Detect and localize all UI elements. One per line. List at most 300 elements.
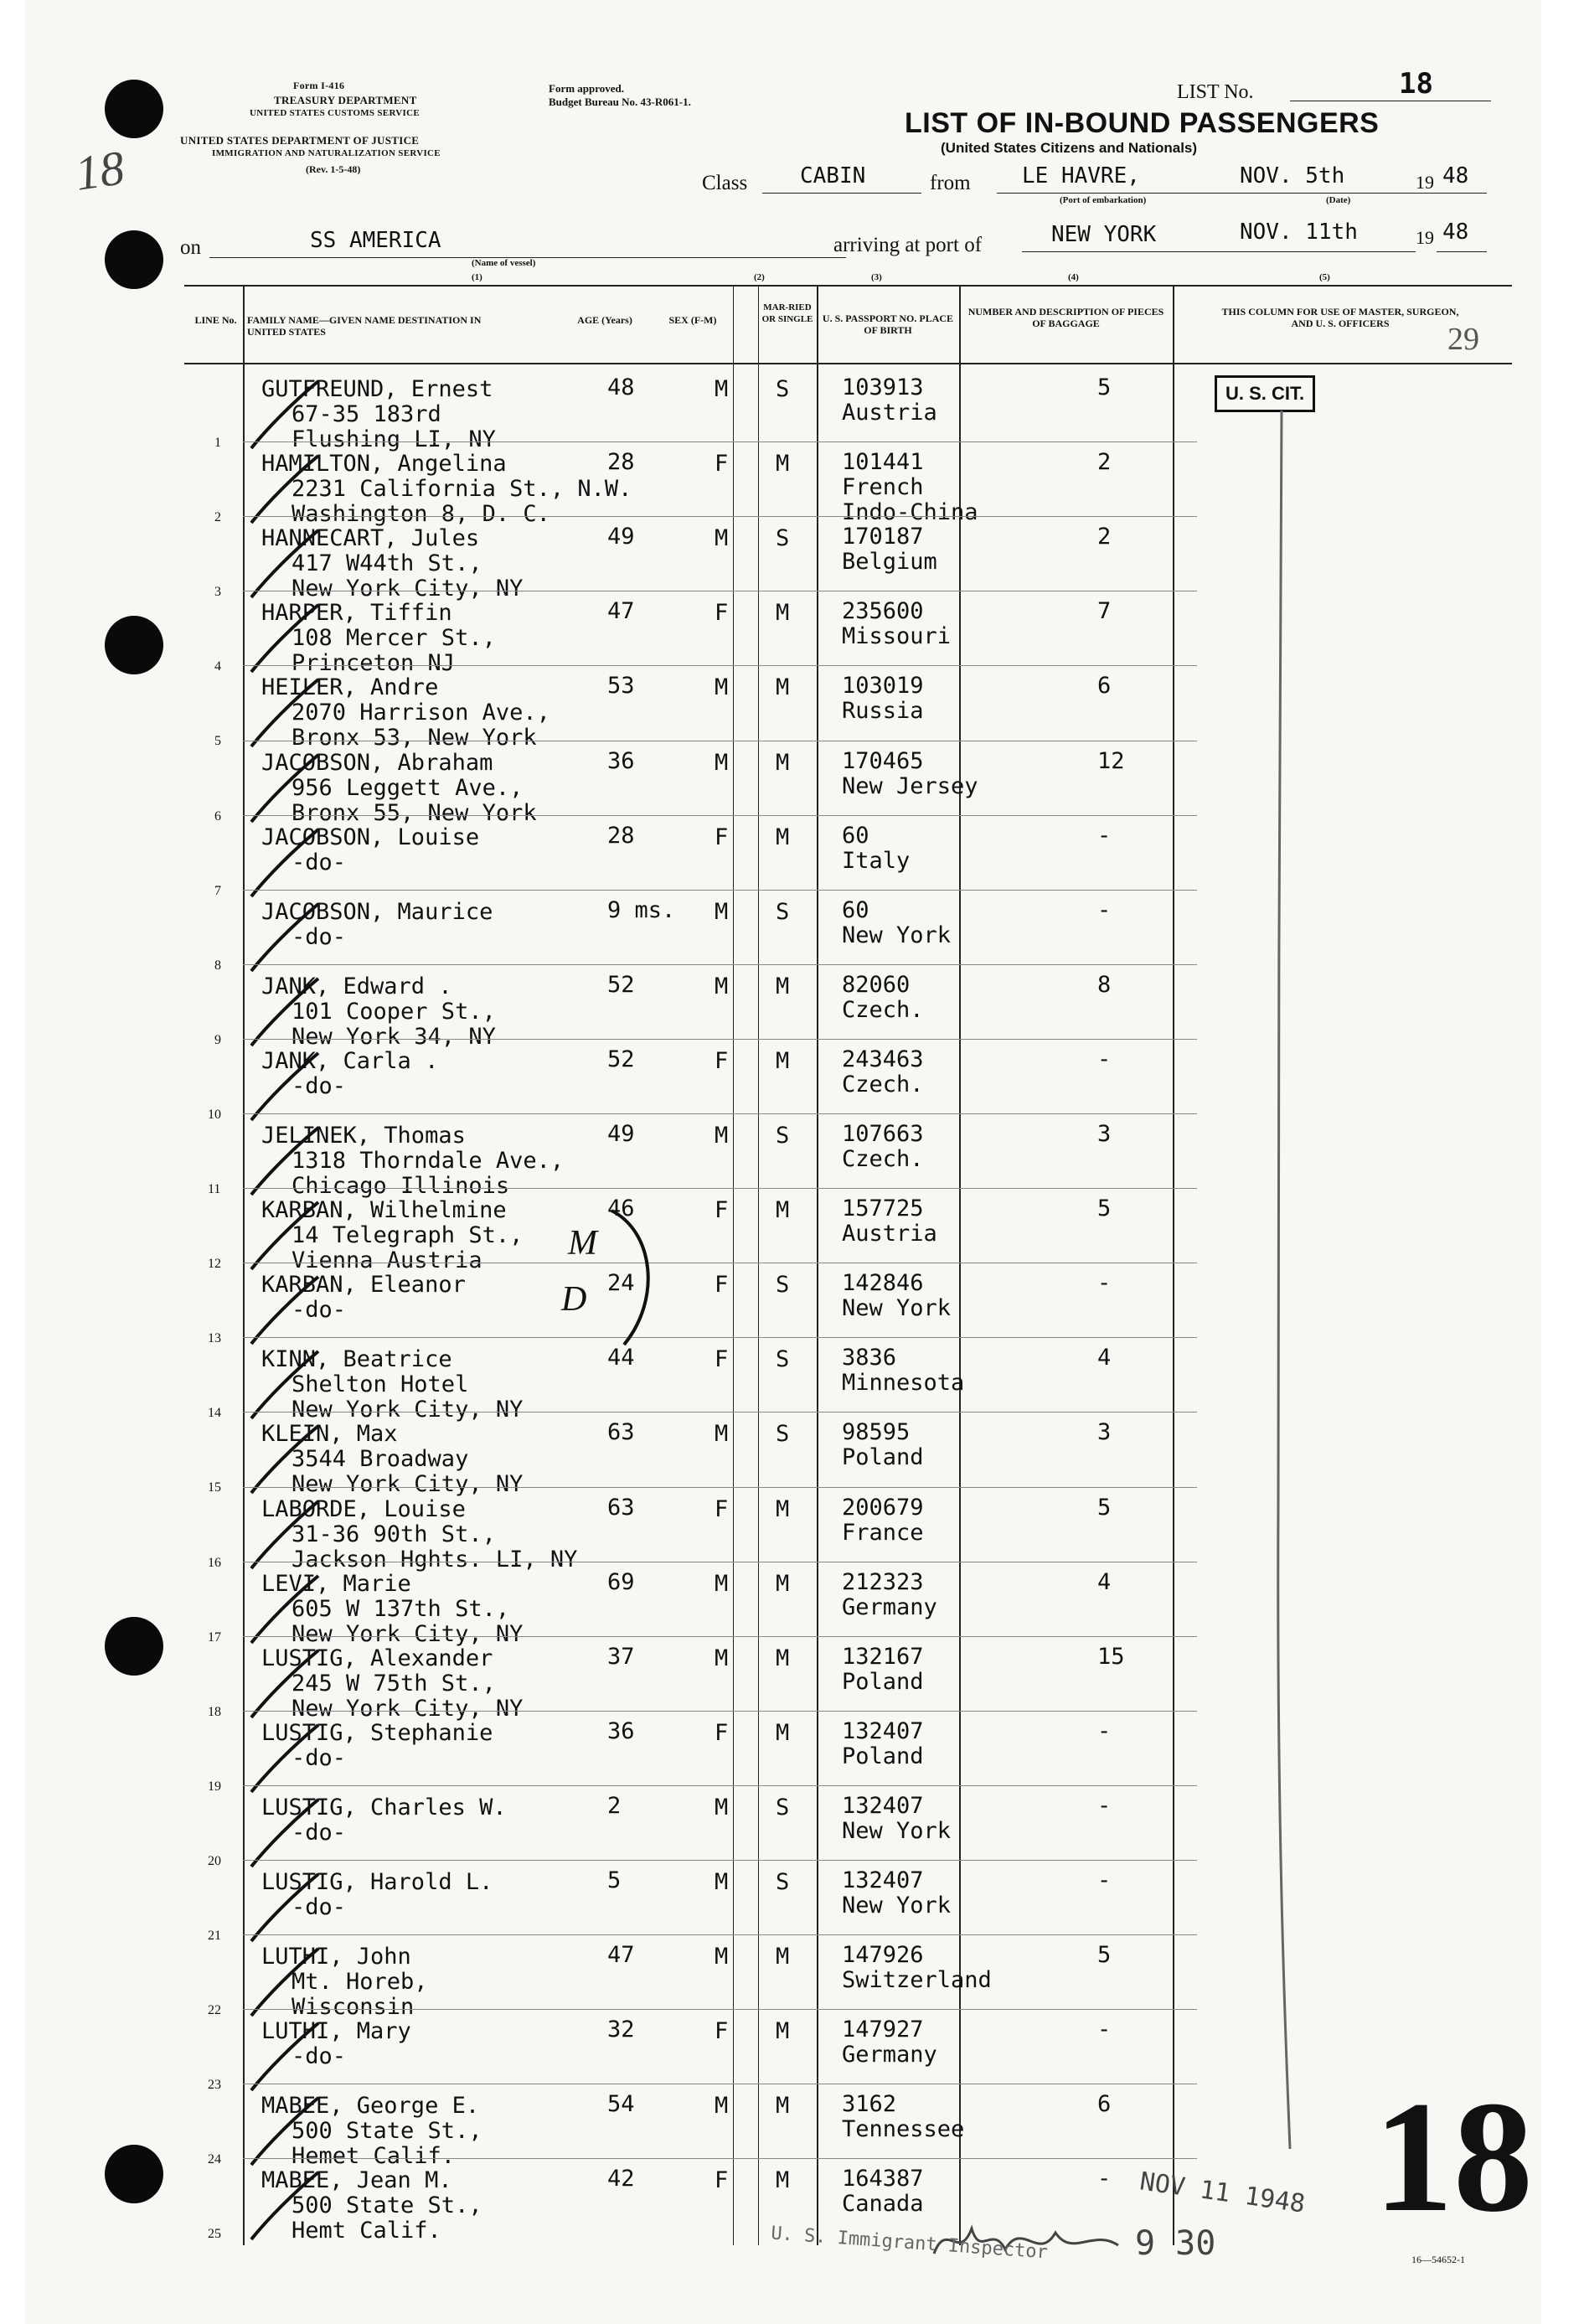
marital-status: M: [776, 1495, 790, 1522]
passport-number: 132167: [842, 1643, 924, 1670]
baggage-count: 2: [1097, 524, 1112, 550]
address-line-2: New York City, NY: [292, 1397, 524, 1423]
passenger-name: LUTHI, Mary: [261, 2018, 411, 2045]
address-line-1: 2231 California St., N.W.: [292, 476, 632, 503]
class-value: CABIN: [800, 163, 866, 189]
sex: F: [715, 600, 729, 627]
line-number: 12: [208, 1257, 221, 1272]
line-number: 14: [208, 1406, 221, 1421]
address-line-2: Chicago Illinois: [292, 1173, 510, 1199]
passport-number: 132407: [842, 1867, 924, 1893]
arrival-date: NOV. 11th: [1240, 219, 1358, 245]
address-line-1: -do-: [292, 1819, 347, 1846]
punch-hole: [105, 230, 163, 289]
passport-number: 103913: [842, 374, 924, 400]
check-stroke: [251, 1725, 318, 1792]
check-stroke: [251, 1874, 318, 1941]
col-header-officers: THIS COLUMN FOR USE OF MASTER, SURGEON, AND U. S. OFFICERS: [1221, 306, 1459, 329]
row-separator: [243, 1039, 1197, 1040]
passport-number: 235600: [842, 598, 924, 625]
treasury-department: TREASURY DEPARTMENT: [274, 94, 417, 106]
row-separator: [243, 665, 1197, 666]
margin-bracket: [603, 1206, 670, 1349]
address-line-1: -do-: [292, 1744, 347, 1771]
row-separator: [243, 1113, 1197, 1114]
check-stroke: [251, 2172, 318, 2239]
baggage-count: 4: [1097, 1568, 1112, 1595]
baggage-count: 4: [1097, 1345, 1112, 1371]
col-header-sex: SEX (F-M): [668, 314, 717, 326]
col-header-passport: U. S. PASSPORT NO. PLACE OF BIRTH: [822, 312, 954, 336]
passenger-name: KLEIN, Max: [261, 1421, 398, 1448]
line-number: 3: [214, 585, 221, 600]
address-line-1: -do-: [292, 1072, 347, 1099]
check-stroke: [251, 530, 318, 597]
baggage-count: 2: [1097, 449, 1112, 476]
marital-status: M: [776, 2093, 790, 2120]
row-separator: [243, 516, 1197, 517]
line-number: 18: [208, 1704, 221, 1719]
check-mark: [235, 2156, 419, 2248]
line-number: 10: [208, 1107, 221, 1122]
row-separator: [243, 1636, 1197, 1637]
arrival-year: 48: [1442, 219, 1469, 245]
handwritten-time: 9 30: [1135, 2224, 1216, 2263]
place-of-birth: Austria: [842, 400, 937, 426]
address-line-2: Hemt Calif.: [292, 2218, 441, 2244]
place-of-birth: New York: [842, 922, 952, 948]
place-of-birth: New Jersey: [842, 772, 978, 799]
check-stroke: [251, 1949, 318, 2016]
age: 28: [607, 449, 635, 476]
line-number: 21: [208, 1929, 221, 1943]
address-line-1: 2070 Harrison Ave.,: [292, 700, 550, 726]
line-number: 6: [214, 808, 221, 824]
check-stroke: [251, 381, 318, 448]
check-stroke: [251, 1800, 318, 1867]
passport-number: 157725: [842, 1196, 924, 1222]
passenger-name: JACOBSON, Louise: [261, 824, 480, 850]
row-separator: [243, 1860, 1197, 1861]
sex: M: [715, 1570, 729, 1597]
passenger-name: HEILER, Andre: [261, 674, 439, 701]
check-stroke: [251, 829, 318, 896]
row-separator: [243, 1785, 1197, 1786]
marital-status: M: [776, 2167, 790, 2194]
sex: F: [715, 1047, 729, 1074]
vessel-caption: (Name of vessel): [472, 258, 536, 268]
place-of-birth: Poland: [842, 1444, 924, 1471]
passenger-name: MABEE, George E.: [261, 2093, 480, 2120]
place-of-birth: Austria: [842, 1221, 937, 1247]
baggage-count: -: [1097, 1792, 1112, 1819]
date-caption: (Date): [1326, 195, 1351, 205]
list-no-value: 18: [1399, 67, 1433, 101]
passport-number: 142846: [842, 1270, 924, 1297]
row-separator: [243, 1934, 1197, 1935]
ins-service: IMMIGRATION AND NATURALIZATION SERVICE: [212, 148, 441, 158]
line-number: 24: [208, 2152, 221, 2167]
check-stroke: [251, 904, 318, 971]
passport-number: 164387: [842, 2166, 924, 2192]
place-of-birth: Minnesota: [842, 1370, 965, 1397]
on-label: on: [180, 236, 201, 259]
passenger-name: MABEE, Jean M.: [261, 2167, 452, 2194]
passenger-name: JACOBSON, Abraham: [261, 749, 493, 776]
punch-hole: [105, 1617, 163, 1676]
baggage-count: -: [1097, 1867, 1112, 1893]
port-embark-caption: (Port of embarkation): [1060, 195, 1147, 205]
page-title: LIST OF IN-BOUND PASSENGERS: [905, 107, 1380, 139]
age: 36: [607, 747, 635, 774]
sex: F: [715, 2018, 729, 2045]
form-approved: Form approved.: [549, 82, 625, 95]
col-header-married: MAR-RIED OR SINGLE: [761, 302, 813, 324]
sex: M: [715, 749, 729, 776]
marital-status: S: [776, 376, 790, 402]
row-separator: [243, 890, 1197, 891]
age: 47: [607, 598, 635, 625]
port-of-arrival: NEW YORK: [1051, 222, 1157, 247]
address-line-1: 1318 Thorndale Ave.,: [292, 1148, 565, 1174]
age: 32: [607, 2017, 635, 2043]
age: 9 ms.: [607, 896, 676, 923]
line-number: 13: [208, 1331, 221, 1346]
marital-status: S: [776, 898, 790, 925]
row-separator: [243, 815, 1197, 816]
sex: M: [715, 376, 729, 402]
us-citizen-stamp: U. S. CIT.: [1215, 375, 1315, 412]
place-of-birth: Czech.: [842, 1146, 924, 1172]
address-line-1: 245 W 75th St.,: [292, 1670, 496, 1697]
baggage-count: -: [1097, 1717, 1112, 1744]
line-number: 8: [214, 958, 221, 973]
sex: M: [715, 1421, 729, 1448]
sex: M: [715, 674, 729, 701]
passport-number: 60: [842, 896, 869, 923]
address-line-2: New York City, NY: [292, 576, 524, 602]
passport-number: 82060: [842, 971, 911, 998]
sex: M: [715, 973, 729, 999]
address-line-1: 67-35 183rd: [292, 401, 441, 427]
passenger-name: JELINEK, Thomas: [261, 1123, 466, 1149]
punch-hole: [105, 80, 163, 138]
age: 49: [607, 524, 635, 550]
passport-number: 147926: [842, 1942, 924, 1969]
address-line-2: Washington 8, D. C.: [292, 501, 550, 528]
passenger-name: LUSTIG, Charles W.: [261, 1794, 507, 1820]
address-line-2: New York City, NY: [292, 1695, 524, 1722]
passenger-name: LUSTIG, Stephanie: [261, 1719, 493, 1746]
place-of-birth: French: [842, 474, 924, 501]
address-line-1: -do-: [292, 849, 347, 875]
print-code: 16—54652-1: [1411, 2254, 1465, 2265]
line-number: 17: [208, 1629, 221, 1645]
passenger-name: JACOBSON, Maurice: [261, 898, 493, 925]
marital-status: M: [776, 600, 790, 627]
row-separator: [243, 1337, 1197, 1338]
place-of-birth: Czech.: [842, 1071, 924, 1097]
age: 5: [607, 1867, 622, 1893]
baggage-count: 5: [1097, 1942, 1112, 1969]
customs-service: UNITED STATES CUSTOMS SERVICE: [250, 108, 421, 118]
address-line-1: 500 State St.,: [292, 2192, 482, 2219]
address-line-2: Wisconsin: [292, 1994, 415, 2021]
arriving-label: arriving at port of: [833, 234, 983, 256]
marital-status: S: [776, 1869, 790, 1895]
col-number-1: (1): [472, 272, 482, 282]
line-number: 19: [208, 1779, 221, 1794]
sex: F: [715, 1272, 729, 1299]
check-stroke: [251, 1128, 318, 1195]
age: 63: [607, 1494, 635, 1521]
passport-number: 170465: [842, 747, 924, 774]
baggage-count: -: [1097, 896, 1112, 923]
marital-status: S: [776, 1346, 790, 1373]
sex: M: [715, 898, 729, 925]
passenger-name: LUTHI, John: [261, 1944, 411, 1970]
sex: F: [715, 1346, 729, 1373]
passport-number: 243463: [842, 1046, 924, 1072]
line-number: 11: [208, 1182, 221, 1196]
marital-status: M: [776, 451, 790, 478]
passenger-name: JANK, Edward .: [261, 973, 452, 999]
sex: F: [715, 1495, 729, 1522]
passenger-name: KARBAN, Wilhelmine: [261, 1197, 507, 1224]
row-separator: [243, 964, 1197, 965]
baggage-count: 3: [1097, 1121, 1112, 1147]
year-prefix: 19: [1416, 172, 1434, 193]
sex: M: [715, 1869, 729, 1895]
sex: F: [715, 824, 729, 850]
address-line-1: -do-: [292, 2043, 347, 2070]
marital-status: M: [776, 1645, 790, 1671]
passport-number: 98595: [842, 1419, 911, 1446]
margin-note-m: M: [568, 1224, 597, 1263]
address-line-1: 3544 Broadway: [292, 1446, 469, 1473]
line-number: 16: [208, 1555, 221, 1570]
baggage-count: 15: [1097, 1643, 1125, 1670]
age: 42: [607, 2166, 635, 2192]
baggage-count: 6: [1097, 2091, 1112, 2118]
passport-number: 3836: [842, 1345, 897, 1371]
marital-status: M: [776, 973, 790, 999]
baggage-count: -: [1097, 1270, 1112, 1297]
marital-status: S: [776, 525, 790, 552]
col-header-line-no: LINE No.: [194, 314, 237, 326]
line-number: 1: [214, 436, 221, 450]
line-number: 25: [208, 2227, 221, 2242]
marital-status: M: [776, 2018, 790, 2045]
baggage-count: 5: [1097, 374, 1112, 400]
passport-number: 103019: [842, 673, 924, 700]
address-line-1: Shelton Hotel: [292, 1371, 469, 1398]
check-stroke: [251, 1277, 318, 1344]
check-stroke: [251, 456, 318, 523]
place-of-birth: Germany: [842, 1593, 937, 1620]
place-of-birth: Belgium: [842, 549, 937, 576]
address-line-1: 31-36 90th St.,: [292, 1521, 496, 1547]
line-number: 4: [214, 659, 221, 674]
age: 2: [607, 1792, 622, 1819]
embark-year: 48: [1442, 163, 1469, 189]
place-of-birth-line-2: Indo-China: [842, 499, 978, 526]
class-label: Class: [702, 172, 748, 194]
baggage-count: 3: [1097, 1419, 1112, 1446]
age: 48: [607, 374, 635, 400]
place-of-birth: Italy: [842, 847, 911, 874]
sex: M: [715, 2093, 729, 2120]
address-line-1: 108 Mercer St.,: [292, 625, 496, 652]
col-number-4: (4): [1068, 272, 1079, 282]
check-stroke: [251, 2098, 318, 2165]
address-line-2: Bronx 53, New York: [292, 725, 537, 751]
justice-department: UNITED STATES DEPARTMENT OF JUSTICE: [180, 134, 420, 147]
age: 52: [607, 1046, 635, 1072]
passport-number: 101441: [842, 449, 924, 476]
inspector-caption: U. S. Immigrant Inspector: [770, 2223, 1049, 2264]
row-separator: [243, 2158, 1197, 2159]
address-line-1: -do-: [292, 923, 347, 950]
marital-status: M: [776, 749, 790, 776]
address-line-2: New York 34, NY: [292, 1023, 496, 1050]
age: 47: [607, 1942, 635, 1969]
passport-number: 132407: [842, 1717, 924, 1744]
sex: F: [715, 1719, 729, 1746]
passenger-name: LUSTIG, Harold L.: [261, 1869, 493, 1895]
line-number: 20: [208, 1853, 221, 1868]
check-stroke: [251, 1053, 318, 1120]
row-separator: [243, 1487, 1197, 1488]
budget-bureau: Budget Bureau No. 43-R061-1.: [549, 96, 691, 108]
line-number: 5: [214, 734, 221, 749]
place-of-birth: Germany: [842, 2042, 937, 2068]
address-line-1: Mt. Horeb,: [292, 1969, 428, 1996]
col-header-name: FAMILY NAME—GIVEN NAME DESTINATION IN UNITED STATES: [247, 314, 482, 338]
col-header-age: AGE (Years): [577, 314, 632, 326]
address-line-2: Vienna Austria: [292, 1247, 482, 1274]
baggage-count: -: [1097, 822, 1112, 849]
age: 53: [607, 673, 635, 700]
passenger-name: LEVI, Marie: [261, 1570, 411, 1597]
marital-status: S: [776, 1123, 790, 1149]
age: 49: [607, 1121, 635, 1147]
list-no-label: LIST No.: [1177, 81, 1254, 103]
marital-status: M: [776, 1197, 790, 1224]
baggage-count: -: [1097, 1046, 1112, 1072]
age: 28: [607, 822, 635, 849]
age: 63: [607, 1419, 635, 1446]
margin-note-d: D: [561, 1280, 587, 1319]
passenger-name: LUSTIG, Alexander: [261, 1645, 493, 1671]
officer-count: 29: [1447, 322, 1479, 357]
line-number: 2: [214, 510, 221, 525]
place-of-birth: Tennessee: [842, 2116, 965, 2143]
baggage-count: 7: [1097, 598, 1112, 625]
marital-status: M: [776, 1047, 790, 1074]
handwritten-vertical-line: [1265, 411, 1315, 2153]
row-separator: [243, 2009, 1197, 2010]
address-line-1: 101 Cooper St.,: [292, 998, 496, 1025]
inspection-date-stamp: NOV 11 1948: [1138, 2166, 1308, 2219]
baggage-count: -: [1097, 2166, 1112, 2192]
baggage-count: 5: [1097, 1196, 1112, 1222]
revision-date: (Rev. 1-5-48): [306, 163, 361, 175]
passenger-name: LABORDE, Louise: [261, 1495, 466, 1522]
marital-status: S: [776, 1421, 790, 1448]
place-of-birth: New York: [842, 1295, 952, 1322]
place-of-birth: Missouri: [842, 623, 952, 650]
check-stroke: [251, 979, 318, 1046]
sex: M: [715, 1794, 729, 1820]
check-stroke: [251, 1576, 318, 1643]
marital-status: M: [776, 1719, 790, 1746]
check-stroke: [251, 1501, 318, 1568]
port-of-embarkation: LE HAVRE,: [1022, 163, 1140, 189]
check-stroke: [251, 679, 318, 746]
passenger-name: KARBAN, Eleanor: [261, 1272, 466, 1299]
vessel-name: SS AMERICA: [310, 228, 441, 253]
address-line-2: Flushing LI, NY: [292, 426, 496, 452]
age: 52: [607, 971, 635, 998]
col-header-baggage: NUMBER AND DESCRIPTION OF PIECES OF BAGGAGE: [967, 306, 1164, 329]
year-prefix-arrival: 19: [1416, 227, 1434, 248]
address-line-2: Hemet Calif.: [292, 2143, 456, 2170]
passport-number: 200679: [842, 1494, 924, 1521]
place-of-birth: New York: [842, 1817, 952, 1844]
place-of-birth: Poland: [842, 1743, 924, 1769]
line-number: 15: [208, 1480, 221, 1495]
baggage-count: 5: [1097, 1494, 1112, 1521]
sex: F: [715, 451, 729, 478]
address-line-2: New York City, NY: [292, 1471, 524, 1498]
check-stroke: [251, 605, 318, 672]
punch-hole: [105, 2145, 163, 2203]
large-list-number: 18: [1374, 2069, 1533, 2245]
check-stroke: [251, 1650, 318, 1717]
check-stroke: [251, 1426, 318, 1493]
address-line-1: 605 W 137th St.,: [292, 1595, 510, 1622]
check-stroke: [251, 2023, 318, 2090]
address-line-2: New York City, NY: [292, 1620, 524, 1647]
marital-status: M: [776, 824, 790, 850]
col-number-5: (5): [1319, 272, 1330, 282]
check-stroke: [251, 1351, 318, 1418]
baggage-count: -: [1097, 2017, 1112, 2043]
col-number-3: (3): [871, 272, 882, 282]
sex: M: [715, 1944, 729, 1970]
col-number-2: (2): [754, 272, 765, 282]
place-of-birth: Canada: [842, 2191, 924, 2218]
address-line-2: Princeton NJ: [292, 650, 456, 677]
age: 69: [607, 1568, 635, 1595]
age: 24: [607, 1270, 635, 1297]
handwritten-page-number: 18: [71, 140, 128, 201]
address-line-1: 417 W44th St.,: [292, 550, 482, 577]
page-subtitle: (United States Citizens and Nationals): [941, 140, 1198, 156]
age: 46: [607, 1196, 635, 1222]
age: 36: [607, 1717, 635, 1744]
passport-number: 107663: [842, 1121, 924, 1147]
marital-status: S: [776, 1272, 790, 1299]
place-of-birth: Switzerland: [842, 1967, 992, 1994]
check-stroke: [251, 1202, 318, 1269]
place-of-birth: Russia: [842, 698, 924, 725]
passport-number: 147927: [842, 2017, 924, 2043]
address-line-2: Jackson Hghts. LI, NY: [292, 1546, 578, 1573]
address-line-1: 500 State St.,: [292, 2118, 482, 2145]
passport-number: 60: [842, 822, 869, 849]
